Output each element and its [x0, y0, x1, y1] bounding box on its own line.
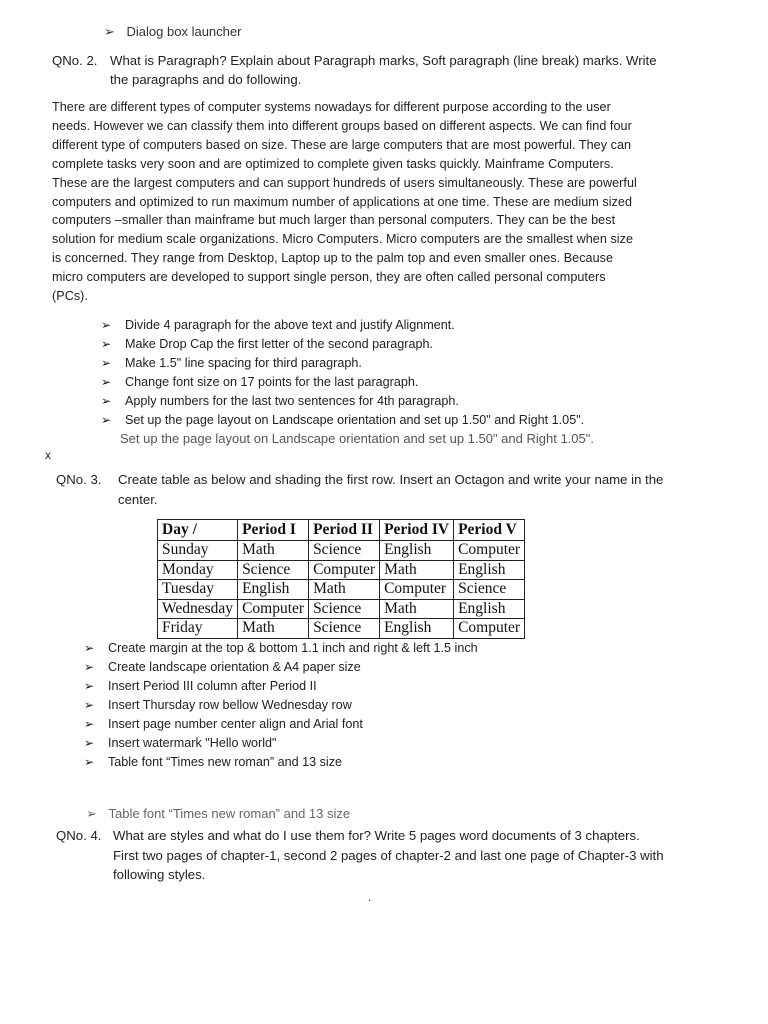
paragraph-line: needs. However we can classify them into different groups based on different aspects. We can find four — [52, 118, 632, 133]
paragraph-line: micro computers are developed to support single person, they are often called personal computers — [52, 270, 606, 285]
table-header-row — [158, 520, 525, 541]
table-cell: English — [380, 619, 454, 639]
table-cell: English — [380, 541, 454, 561]
task-text: Insert watermark "Hello world" — [108, 736, 277, 750]
cut-off-fragment — [86, 806, 486, 821]
table-cell: Monday — [158, 560, 238, 580]
table-cell: Computer — [380, 580, 454, 600]
bullet-arrow: ➢ — [84, 698, 95, 712]
table-cell: Computer — [309, 560, 380, 580]
task-text: Insert page number center align and Arial font — [108, 717, 363, 731]
timetable — [157, 519, 525, 639]
bullet-arrow: ➢ — [84, 736, 95, 750]
question-number: QNo. 3. — [56, 472, 102, 487]
column-header: Period II — [309, 520, 380, 541]
question-2-task-list — [101, 316, 585, 430]
paragraph-line: is concerned. They range from Desktop, Laptop up to the palm top and even smaller ones. Because — [52, 251, 614, 266]
question-text-line-2: First two pages of chapter-1, second 2 pages of chapter-2 and last one page of Chapter-3 with — [113, 848, 664, 863]
task-text: Make 1.5" line spacing for third paragraph. — [125, 356, 362, 370]
question-text-line-1: What are styles and what do I use them for? Write 5 pages word documents of 3 chapters. — [113, 828, 640, 843]
bullet-arrow: ➢ — [84, 660, 95, 674]
task-text: Table font “Times new roman” and 13 size — [108, 755, 343, 769]
task-text: Apply numbers for the last two sentences for 4th paragraph. — [125, 394, 459, 408]
bullet-arrow: ➢ — [101, 394, 112, 408]
table-cell: Wednesday — [158, 599, 238, 619]
table-cell: Computer — [454, 619, 525, 639]
list-item — [84, 696, 478, 715]
task-text: Divide 4 paragraph for the above text and justify Alignment. — [125, 318, 455, 332]
table-cell: Sunday — [158, 541, 238, 561]
bullet-arrow: ➢ — [84, 755, 95, 769]
table-cell: Tuesday — [158, 580, 238, 600]
bullet-arrow: ➢ — [101, 318, 112, 332]
table-cell: English — [238, 580, 309, 600]
body-paragraph — [52, 98, 702, 306]
column-header: Period V — [454, 520, 525, 541]
table-cell: English — [454, 560, 525, 580]
list-item — [101, 373, 584, 392]
table-cell: Friday — [158, 619, 238, 639]
question-text-line-3: following styles. — [113, 867, 206, 882]
column-header: Period I — [238, 520, 309, 541]
table-cell: Math — [380, 560, 454, 580]
list-item — [101, 392, 584, 411]
table-cell: Science — [238, 560, 309, 580]
x-mark: x — [45, 448, 51, 462]
paragraph-line: different type of computers based on size. These are large computers that are most powerful. They can — [52, 137, 632, 152]
task-text: Change font size on 17 points for the last paragraph. — [125, 375, 419, 389]
table-row — [158, 580, 525, 600]
cut-off-text: Dialog box launcher — [126, 24, 242, 39]
bullet-arrow: ➢ — [101, 375, 112, 389]
table-row — [158, 599, 525, 619]
table-cell: Science — [309, 619, 380, 639]
list-item — [84, 734, 478, 753]
paragraph-line: (PCs). — [52, 289, 88, 304]
bullet-arrow: ➢ — [86, 806, 97, 821]
question-text-line-1: What is Paragraph? Explain about Paragraph marks, Soft paragraph (line break) marks. Write — [110, 53, 657, 68]
cut-off-fragment — [120, 431, 680, 446]
task-text: Set up the page layout on Landscape orientation and set up 1.50" and Right 1.05". — [125, 413, 585, 427]
list-item — [84, 715, 478, 734]
table-cell: English — [454, 599, 525, 619]
paragraph-line: complete tasks very soon and are optimized to complete given tasks quickly. Mainframe Computers. — [52, 156, 614, 171]
list-item — [101, 411, 585, 430]
list-item — [101, 316, 584, 335]
cut-off-text: Set up the page layout on Landscape orientation and set up 1.50" and Right 1.05". — [120, 431, 594, 446]
question-text-line-2: the paragraphs and do following. — [110, 72, 302, 87]
bullet-arrow: ➢ — [84, 717, 95, 731]
question-4-heading — [56, 826, 746, 886]
question-number: QNo. 2. — [52, 53, 98, 68]
table-row — [158, 541, 525, 561]
table-row — [158, 560, 525, 580]
paragraph-line: These are the largest computers and can support hundreds of users simultaneously. These are powerful — [52, 175, 637, 190]
stray-dot: . — [368, 890, 372, 904]
table-cell: Science — [309, 599, 380, 619]
paragraph-line: There are different types of computer systems nowadays for different purpose according to the user — [52, 100, 611, 114]
table-cell: Computer — [238, 599, 309, 619]
paragraph-line: computers and optimized to run maximum number of applications at one time. These are medium sized — [52, 194, 633, 209]
list-item — [84, 658, 478, 677]
task-text: Insert Thursday row bellow Wednesday row — [108, 698, 352, 712]
paragraph-line: solution for medium scale organizations. Micro Computers. Micro computers are the smallest when size — [52, 232, 634, 247]
question-3-task-list — [84, 639, 478, 772]
task-text: Insert Period III column after Period II — [108, 679, 317, 693]
table-cell: Computer — [454, 541, 525, 561]
column-header: Period IV — [380, 520, 454, 541]
list-item — [84, 639, 478, 658]
paragraph-line: computers –smaller than mainframe but much larger than personal computers. They can be the best — [52, 213, 616, 228]
list-item — [84, 753, 478, 772]
cut-off-top-line — [104, 24, 242, 42]
list-item — [84, 677, 478, 696]
task-text: Create landscape orientation & A4 paper size — [108, 660, 361, 674]
question-3-heading — [56, 470, 736, 510]
column-header: Day / — [158, 520, 238, 541]
table-cell: Math — [238, 619, 309, 639]
cut-off-text: Table font “Times new roman” and 13 size — [108, 806, 351, 821]
question-text-line-1: Create table as below and shading the first row. Insert an Octagon and write your name in the — [118, 472, 664, 487]
question-2-heading — [52, 51, 732, 91]
bullet-arrow: ➢ — [101, 337, 112, 351]
table-cell: Math — [309, 580, 380, 600]
question-text-line-2: center. — [118, 492, 158, 507]
bullet-arrow: ➢ — [84, 679, 95, 693]
list-item — [101, 335, 584, 354]
table-row — [158, 619, 525, 639]
table-cell: Science — [454, 580, 525, 600]
bullet-arrow: ➢ — [84, 641, 95, 655]
table-cell: Science — [309, 541, 380, 561]
bullet-arrow: ➢ — [104, 24, 115, 39]
table-cell: Math — [380, 599, 454, 619]
task-text: Make Drop Cap the first letter of the second paragraph. — [125, 337, 434, 351]
question-number: QNo. 4. — [56, 828, 102, 843]
bullet-arrow: ➢ — [101, 413, 112, 427]
list-item — [101, 354, 584, 373]
task-text: Create margin at the top & bottom 1.1 inch and right & left 1.5 inch — [108, 641, 478, 655]
bullet-arrow: ➢ — [101, 356, 112, 370]
table-cell: Math — [238, 541, 309, 561]
